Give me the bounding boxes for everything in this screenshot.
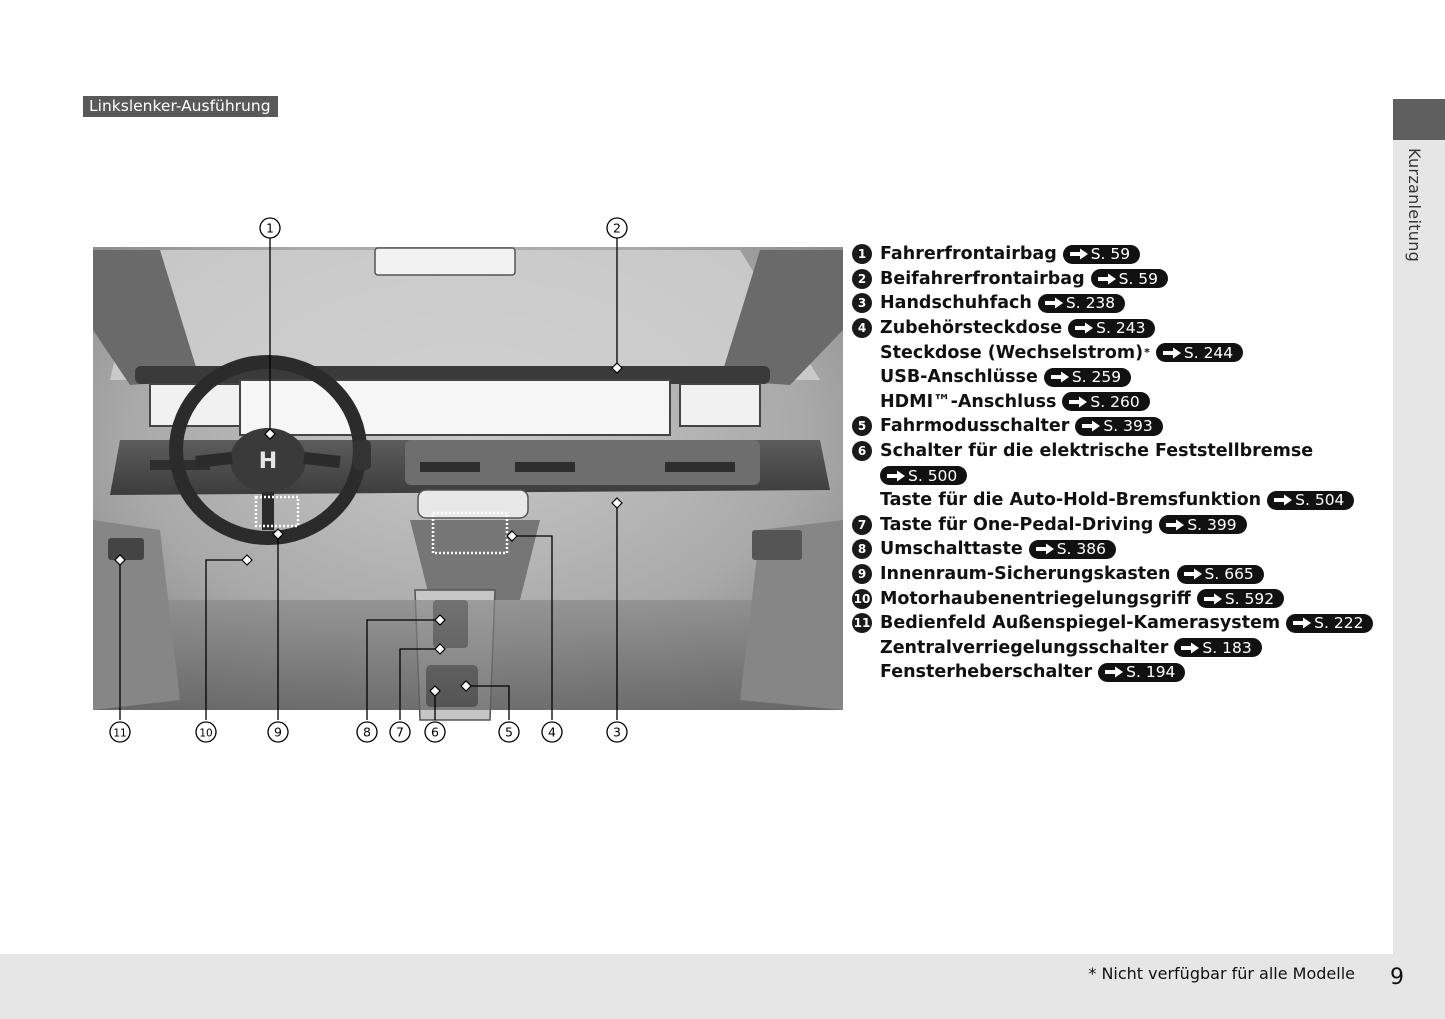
page-reference-link[interactable] bbox=[1177, 565, 1264, 584]
callout-2 bbox=[607, 218, 627, 238]
legend-label: Umschalttaste bbox=[880, 539, 1023, 560]
page-reference-text: S. 243 bbox=[1096, 319, 1146, 338]
svg-text:5: 5 bbox=[505, 724, 513, 740]
page-reference-link[interactable] bbox=[1063, 245, 1140, 264]
page-reference-link[interactable] bbox=[1029, 540, 1116, 559]
legend-item bbox=[852, 242, 1372, 267]
page-reference-link[interactable] bbox=[1091, 269, 1168, 288]
arrow-right-icon bbox=[1050, 371, 1070, 383]
svg-text:2: 2 bbox=[613, 220, 621, 236]
arrow-right-icon bbox=[1165, 519, 1185, 531]
svg-text:3: 3 bbox=[613, 724, 621, 740]
arrow-right-icon bbox=[1203, 593, 1223, 605]
legend-number-badge: 2 bbox=[852, 269, 872, 289]
chapter-tab-marker bbox=[1393, 99, 1445, 140]
page-reference-text: S. 59 bbox=[1118, 269, 1159, 288]
legend-label: Zubehörsteckdose bbox=[880, 318, 1063, 339]
chapter-label[interactable]: Kurzanleitung bbox=[1405, 148, 1424, 263]
legend-label: Fensterheberschalter bbox=[880, 662, 1093, 683]
page-reference-link[interactable] bbox=[1044, 368, 1131, 387]
legend-item bbox=[852, 390, 1372, 415]
arrow-right-icon bbox=[1104, 666, 1124, 678]
svg-text:H: H bbox=[258, 449, 278, 474]
legend-label: Beifahrerfrontairbag bbox=[880, 268, 1085, 289]
page-reference-text: S. 260 bbox=[1090, 392, 1140, 411]
page-reference-link[interactable] bbox=[880, 466, 967, 485]
legend-number-badge: 9 bbox=[852, 564, 872, 584]
arrow-right-icon bbox=[1183, 568, 1203, 580]
legend-label: Bedienfeld Außenspiegel-Kamerasystem bbox=[880, 613, 1281, 634]
legend-number-badge: 5 bbox=[852, 416, 872, 436]
legend-number-badge: 8 bbox=[852, 539, 872, 559]
legend-item bbox=[852, 340, 1372, 365]
arrow-right-icon bbox=[1273, 494, 1293, 506]
legend-item bbox=[852, 291, 1372, 316]
page-reference-link[interactable] bbox=[1098, 663, 1185, 682]
callout-1 bbox=[260, 218, 280, 238]
legend-item bbox=[852, 365, 1372, 390]
page-reference-text: S. 222 bbox=[1314, 614, 1364, 633]
page-reference-text: S. 665 bbox=[1204, 565, 1254, 584]
callout-4 bbox=[542, 722, 562, 742]
legend-number-badge: 4 bbox=[852, 318, 872, 338]
footnote-marker: * bbox=[1144, 345, 1150, 359]
arrow-right-icon bbox=[1044, 297, 1064, 309]
legend-item bbox=[852, 586, 1372, 611]
page-reference-text: S. 59 bbox=[1090, 245, 1131, 264]
page-reference-link[interactable] bbox=[1286, 614, 1373, 633]
svg-text:4: 4 bbox=[548, 724, 556, 740]
legend-number-badge: 7 bbox=[852, 515, 872, 535]
page-reference-text: S. 183 bbox=[1202, 638, 1252, 657]
page-reference-text: S. 393 bbox=[1103, 417, 1153, 436]
page-reference-link[interactable] bbox=[1062, 392, 1149, 411]
arrow-right-icon bbox=[1068, 396, 1088, 408]
legend-label: Taste für die Auto-Hold-Bremsfunktion bbox=[880, 490, 1262, 511]
legend-label: Fahrerfrontairbag bbox=[880, 244, 1057, 265]
legend-label: Schalter für die elektrische Feststellbremse bbox=[880, 441, 1314, 462]
page-reference-text: S. 399 bbox=[1187, 515, 1237, 534]
legend-item bbox=[852, 488, 1372, 513]
legend-item bbox=[852, 537, 1372, 562]
legend-label: HDMI™-Anschluss bbox=[880, 391, 1057, 412]
svg-text:11: 11 bbox=[113, 727, 127, 740]
legend-label: Innenraum-Sicherungskasten bbox=[880, 564, 1171, 585]
arrow-right-icon bbox=[1069, 248, 1089, 260]
arrow-right-icon bbox=[1097, 273, 1117, 285]
callout-8 bbox=[357, 722, 377, 742]
page-reference-text: S. 259 bbox=[1071, 368, 1122, 387]
svg-text:6: 6 bbox=[431, 724, 439, 740]
callout-6 bbox=[425, 722, 445, 742]
page-reference-link[interactable] bbox=[1174, 638, 1261, 657]
legend-item bbox=[852, 439, 1372, 464]
arrow-right-icon bbox=[1081, 420, 1101, 432]
page-reference-link[interactable] bbox=[1075, 417, 1162, 436]
callout-11 bbox=[110, 722, 130, 742]
page-reference-link[interactable] bbox=[1156, 343, 1243, 362]
page-reference-link[interactable] bbox=[1068, 319, 1155, 338]
arrow-right-icon bbox=[1035, 543, 1055, 555]
legend-number-badge: 6 bbox=[852, 441, 872, 461]
page-reference-text: S. 238 bbox=[1065, 294, 1116, 313]
callout-3 bbox=[607, 722, 627, 742]
legend-number-badge: 10 bbox=[852, 589, 872, 609]
legend-label: Taste für One-Pedal-Driving bbox=[880, 514, 1154, 535]
legend-item bbox=[852, 267, 1372, 292]
legend-number-badge: 3 bbox=[852, 293, 872, 313]
page-reference-link[interactable] bbox=[1159, 515, 1246, 534]
section-tag: Linkslenker-Ausführung bbox=[83, 96, 278, 117]
svg-text:9: 9 bbox=[274, 724, 282, 740]
legend-label: Fahrmodusschalter bbox=[880, 416, 1070, 437]
footnote: * Nicht verfügbar für alle Modelle bbox=[1088, 964, 1355, 983]
legend-number-badge: 11 bbox=[852, 613, 872, 633]
legend-item bbox=[852, 513, 1372, 538]
legend-label: Zentralverriegelungsschalter bbox=[880, 637, 1169, 658]
callout-7 bbox=[390, 722, 410, 742]
page-reference-link[interactable] bbox=[1197, 589, 1284, 608]
legend-label: Steckdose (Wechselstrom) bbox=[880, 342, 1144, 363]
arrow-right-icon bbox=[1292, 617, 1312, 629]
svg-text:8: 8 bbox=[363, 724, 371, 740]
svg-text:7: 7 bbox=[396, 724, 404, 740]
legend-item bbox=[852, 562, 1372, 587]
arrow-right-icon bbox=[1162, 347, 1182, 359]
legend-item bbox=[852, 463, 1372, 488]
page-reference-text: S. 592 bbox=[1224, 589, 1275, 608]
page-reference-link[interactable] bbox=[1267, 491, 1354, 510]
page-reference-text: S. 244 bbox=[1183, 343, 1234, 362]
arrow-right-icon bbox=[1074, 322, 1094, 334]
page-reference-text: S. 386 bbox=[1056, 540, 1106, 559]
legend-label: Handschuhfach bbox=[880, 293, 1032, 314]
arrow-right-icon bbox=[1180, 642, 1200, 654]
legend-number-badge: 1 bbox=[852, 244, 872, 264]
legend-label: USB-Anschlüsse bbox=[880, 367, 1038, 388]
legend-item bbox=[852, 611, 1372, 636]
page-number: 9 bbox=[1390, 965, 1404, 990]
legend-list bbox=[852, 242, 1372, 685]
page-reference-text: S. 194 bbox=[1126, 663, 1176, 682]
page-reference-text: S. 500 bbox=[908, 466, 958, 485]
svg-text:10: 10 bbox=[199, 727, 213, 740]
page-reference-link[interactable] bbox=[1038, 294, 1125, 313]
legend-item bbox=[852, 660, 1372, 685]
arrow-right-icon bbox=[886, 470, 906, 482]
legend-item bbox=[852, 316, 1372, 341]
legend-item bbox=[852, 636, 1372, 661]
svg-text:1: 1 bbox=[266, 220, 274, 236]
dashboard-illustration bbox=[0, 0, 850, 760]
callout-5 bbox=[499, 722, 519, 742]
legend-label: Motorhaubenentriegelungsgriff bbox=[880, 588, 1191, 609]
callout-10 bbox=[196, 722, 216, 742]
legend-item bbox=[852, 414, 1372, 439]
page-reference-text: S. 504 bbox=[1295, 491, 1345, 510]
callout-9 bbox=[268, 722, 288, 742]
